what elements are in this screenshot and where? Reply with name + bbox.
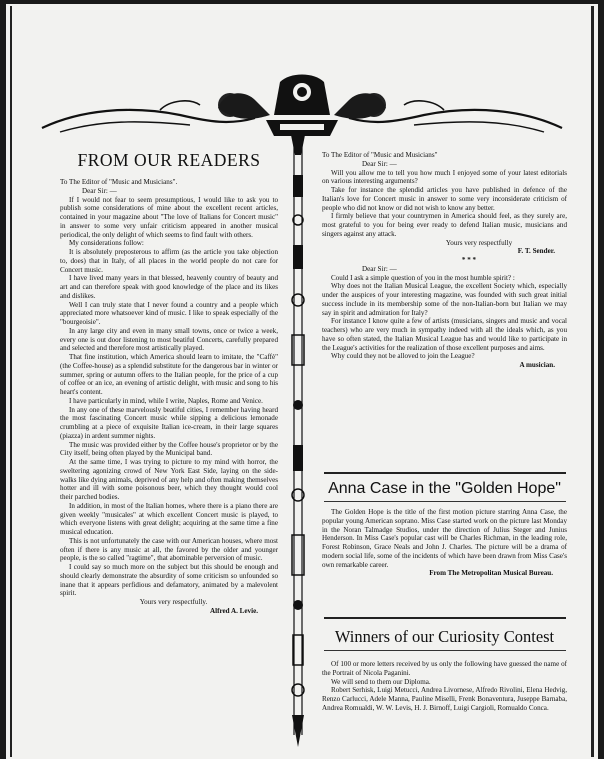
right-letter-1-salutation: Dear Sir: — — [362, 159, 397, 168]
section-rule — [324, 472, 566, 474]
contest-paragraph: We will send to them our Diploma. — [331, 677, 431, 686]
left-paragraph: I have lived many years in that blessed, heavenly country of beauty and art and can therefore speak with good knowledge of the place and its likes and dislikes. — [60, 274, 278, 300]
anna-case-article — [322, 508, 567, 578]
right-letter-2-paragraph: Could I ask a simple question of you in the most humble spirit? : — [331, 273, 515, 282]
right-letter-2-paragraph: Why could they not be alloved to join the League? — [331, 352, 475, 361]
section-rule — [324, 617, 566, 619]
left-paragraph: If I would not fear to seem presumptious, I would like to ask you to publish some considerations of mine about the excellent recent articles, contained in your magazine about "The love of Italians for Concert music" in answer to some very unfair criticism appeared in another musical periodical, the only delight of which seems to find fault with others. — [60, 195, 278, 239]
left-paragraph: Well I can truly state that I never found a country and a people which appreciated more whatsoever kind of music. I like to speak especially of the "bourgeoisie". — [60, 300, 278, 326]
scan-edge-left — [0, 0, 6, 759]
contest-paragraph: Of 100 or more letters received by us only the following have guessed the name of the Portrait of Nicola Paganini. — [322, 660, 567, 677]
left-letter-salutation: Dear Sir: — — [82, 186, 117, 195]
left-letter — [60, 178, 278, 616]
header-ornament — [40, 70, 564, 140]
left-paragraph: I have particularly in mind, while I write, Naples, Rome and Venice. — [69, 396, 263, 405]
contest-winners: Robert Serhisk, Luigi Metucci, Andrea Livornese, Alfredo Rivolini, Elena Hedvig, Renzo Carlucci, Adele Manna, Pauline Miselli, Frenk Bonaventura, Juseppe Barnaba, Andrea Romualdi, W. W. Levis, H. J. Birnoff, Luigi Cargioli, Romualdo Conca. — [322, 686, 567, 712]
left-paragraph: In any large city and even in many small towns, once or twice a week, every one is out door listening to most beatiful Concerts, carefully prepared and selected and therefore most artistically played. — [60, 326, 278, 353]
left-paragraph: In addition, in most of the Italian homes, where there is a piano there are given weekly "musicales" at which excellent Concert music is played, to which everyone listens with great delight; acquiring at the same time a fine musical education. — [60, 501, 278, 536]
left-paragraph: That fine institution, which America should learn to imitate, the "Caffè" (the Coffee-house) as a splendid substitute for the dangerous bar in winter or summer, spring or autumn offers to the Italian people, for the price of a cup of coffee or an ice, an evening of artistic delight, with music and song to his heart's content. — [60, 353, 278, 396]
right-letter-1-paragraph: I firmly believe that your countrymen in America should feel, as they surely are, most grateful to you for being ever ready to defend Italian music, musicians and singers against any attack. — [322, 212, 567, 238]
right-letter-2-paragraph: Why does not the Italian Musical League, the excellent Society which, especially under the auspices of your interesting magazine, was founded with such great initial success include in its membership some of the non-Italian-born but Italian we may say in spirit and admiration for Italy? — [322, 282, 567, 317]
anna-case-paragraph: The Golden Hope is the title of the first motion picture starring Anna Case, the popular young American soprano. Miss Case started work on the picture last Monday in the Noran Talmadge Studios, under the direction of Julius Steger and Junius Henderson. In Miss Case's popular cast will be Charles Richman, in the leading role, Forest Robinson, Grace Neals and John J. Charles. The picture will be a drama of modern social life, some of the incidents of which have been drawn from Miss Case's own remarkable career. — [322, 508, 567, 569]
right-letter-2-salutation: Dear Sir: — — [362, 264, 397, 273]
curiosity-contest-heading: Winners of our Curiosity Contest — [334, 627, 555, 646]
right-letter-1-closing: Yours very respectfully — [445, 238, 513, 247]
scan-edge-top — [0, 0, 604, 4]
left-paragraph: My considerations follow: — [69, 239, 144, 248]
column-divider-ornament — [283, 135, 313, 750]
left-letter-signature: Alfred A. Levie. — [210, 606, 258, 615]
left-paragraph: At the same time, I was trying to picture to my mind with horror, the sweltering agonizing crowd of New York East Side, laying on the side-walks like dying animals, deprived of any help and often making themselves hotter and ill with some poisonous beer, which they thought would cool their parched bodies. — [60, 458, 278, 501]
letter-separator: * * * — [461, 256, 477, 264]
left-paragraph: In any one of these marvelously beatiful cities, I remember having heard the most fascinating Concert music while sipping a delicious lemonade crumbling at a piece of exquisite Italian ice-cream, in their large squares (piazza) in ardent summer nights. — [60, 405, 278, 440]
right-letter-2-signature: A musician. — [519, 361, 555, 369]
left-paragraph: I could say so much more on the subject but this should be enough and should clearly demonstrate the absurdity of some criticism so unfounded so inane that it appears perfidious and defamatory, animated by a malevolent spirit. — [60, 563, 278, 598]
section-rule — [324, 650, 566, 651]
section-rule — [324, 501, 566, 502]
right-letter-1-paragraph: Will you allow me to tell you how much I enjoyed some of your latest editorials on various interesting arguments? — [322, 168, 567, 186]
curiosity-contest-article — [322, 660, 567, 713]
left-letter-to: To The Editor of "Music and Musicians". — [60, 178, 178, 186]
from-our-readers-heading: FROM OUR READERS — [77, 150, 261, 170]
right-letters — [322, 151, 567, 370]
left-paragraph: It is absolutely preposterous to affirm (as the article you take objection to, does) that in Italy, of all places in the world people do not care for Concert music. — [60, 248, 278, 274]
right-letter-1-signature: F. T. Sender. — [517, 247, 555, 256]
right-letter-1-to: To The Editor of "Music and Musicians" — [322, 151, 438, 159]
anna-case-heading: Anna Case in the "Golden Hope" — [328, 480, 561, 497]
left-paragraph: This is not unfortunately the case with our American houses, where most often if there is any music at all, the favored by the older and younger people, is the so called "ragtime", that abominable perversion of music. — [60, 536, 278, 563]
right-letter-1-paragraph: Take for instance the splendid articles you have published in defence of the Italian's love for Concert music in answer to some very inconsiderate criticism of people who did not know or did not wish to know any better. — [322, 186, 567, 212]
right-letter-2-paragraph: For instance I know quite a few of artists (musicians, singers and music and vocal teachers) who are very much in sympathy indeed with all the ideals which, as you have so often stated, the Italian Musical League has and would like to participate in the League's activities for the realization of those excellent purposes and aims. — [322, 317, 567, 352]
scan-edge-right — [598, 0, 604, 759]
left-letter-closing: Yours very respectfully. — [139, 598, 208, 606]
left-paragraph: The music was provided either by the Coffee house's proprietor or by the City itself, being often played by the Municipal band. — [60, 440, 278, 458]
anna-case-credit: From The Metropolitan Musical Bureau. — [429, 569, 553, 578]
